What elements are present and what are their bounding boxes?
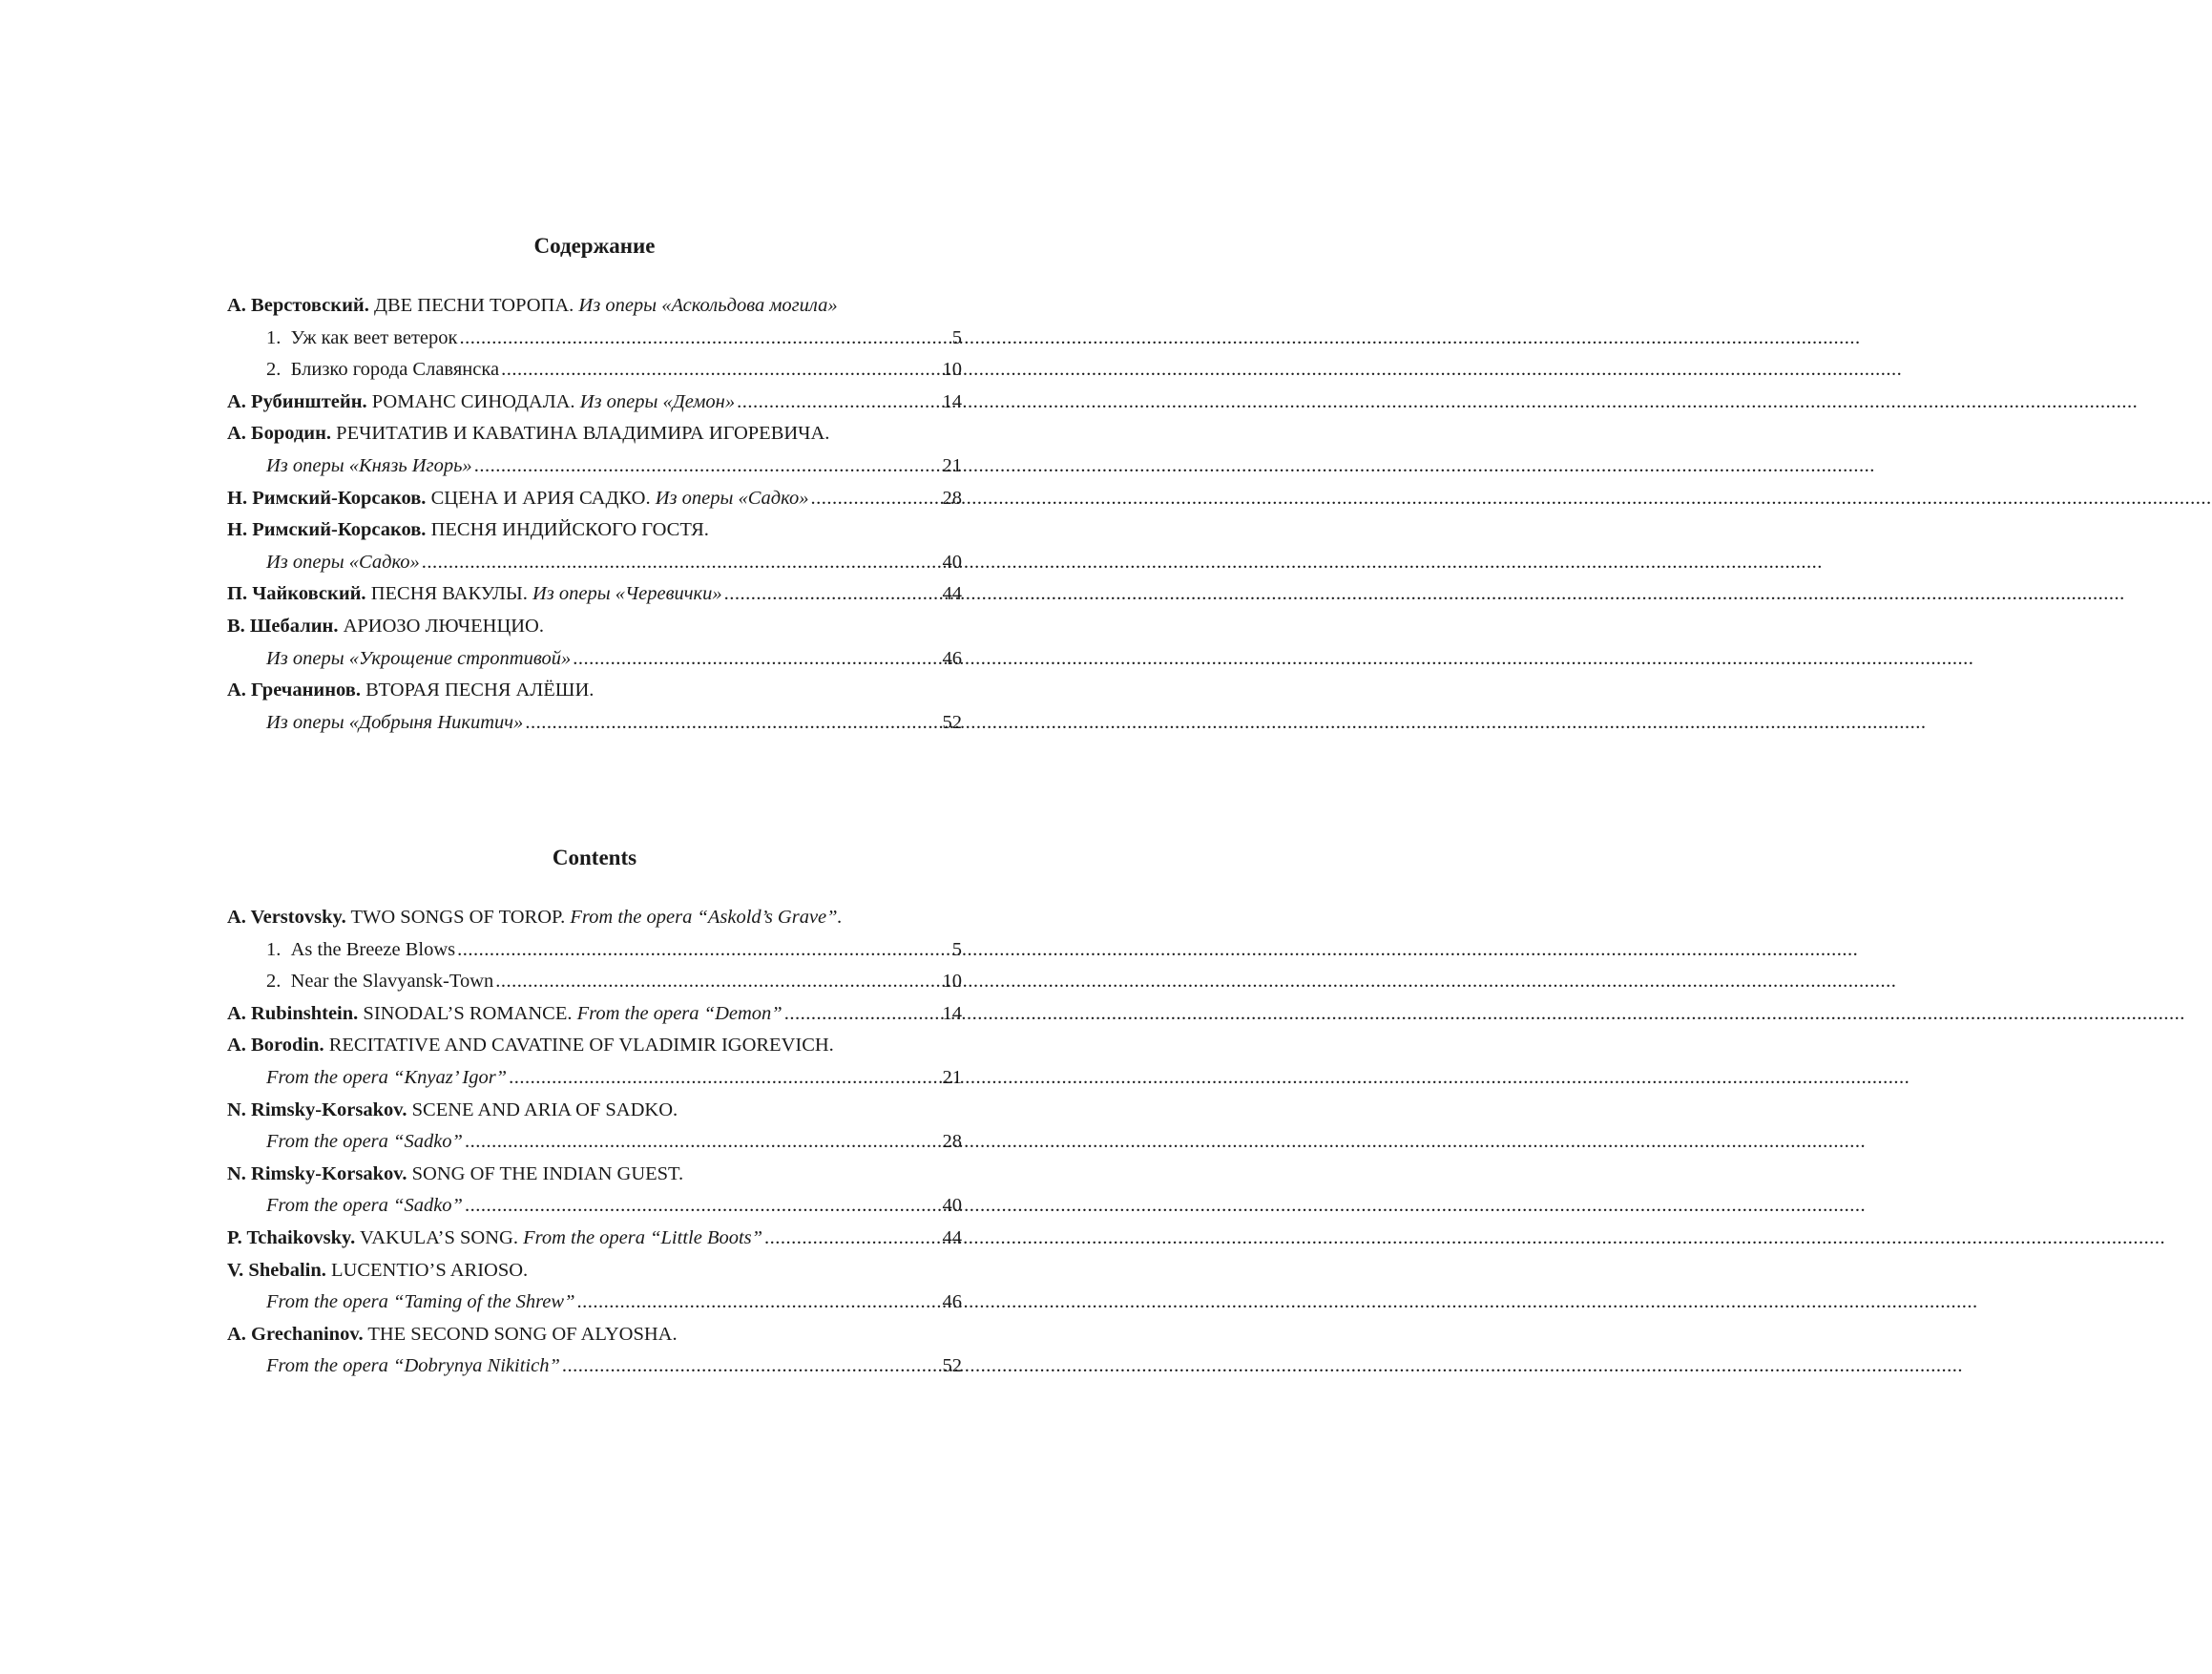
toc-entry-text	[266, 643, 571, 676]
toc-entry-title: As the Breeze Blows	[290, 938, 456, 960]
toc-entry-title: VAKULA’S SONG.	[355, 1226, 524, 1248]
toc-entry-title: ПЕСНЯ ИНДИЙСКОГО ГОСТЯ.	[426, 519, 709, 541]
toc-entry-leader	[422, 547, 941, 579]
toc-entry-page: 21	[942, 454, 962, 476]
toc-entry-text	[227, 1223, 762, 1255]
toc-entry-source: Из оперы «Демон»	[579, 390, 736, 412]
toc-entry[interactable]	[227, 418, 962, 450]
toc-entry-leader	[724, 578, 941, 611]
toc-entry-text	[266, 707, 523, 740]
toc-entry-leader	[562, 1350, 941, 1383]
toc-entry-page: 40	[942, 1195, 962, 1217]
toc-entry-composer: Н. Римский-Корсаков.	[227, 487, 427, 509]
toc-entry-text	[227, 998, 783, 1031]
toc-entry-composer: N. Rimsky-Korsakov.	[227, 1099, 407, 1120]
toc-entry-page: 52	[942, 711, 962, 733]
toc-entry-source: From the opera “Askold’s Grave”.	[570, 907, 843, 928]
toc-entry[interactable]	[227, 354, 962, 387]
toc-entry-composer: P. Tchaikovsky.	[227, 1226, 356, 1248]
toc-entry[interactable]	[227, 934, 962, 967]
toc-entry-title: SINODAL’S ROMANCE.	[358, 1002, 577, 1024]
toc-entry[interactable]	[227, 1030, 962, 1062]
toc-entry[interactable]	[227, 547, 962, 579]
toc-entry-composer: A. Grechaninov.	[227, 1323, 364, 1345]
toc-entry[interactable]	[227, 1062, 962, 1095]
toc-entry-source: Из оперы «Аскольдова могила»	[578, 295, 838, 316]
toc-entry-text	[266, 547, 420, 579]
toc-entry[interactable]	[227, 387, 962, 419]
toc-entry-leader	[509, 1062, 940, 1095]
toc-entry-number: 2.	[266, 359, 282, 381]
toc-entry-composer: N. Rimsky-Korsakov.	[227, 1162, 407, 1184]
toc-entry-text	[227, 1255, 528, 1287]
toc-entry-text	[227, 675, 594, 707]
toc-entry-source: Из оперы «Черевички»	[532, 583, 722, 605]
toc-entry-source: Из оперы «Добрыня Никитич»	[266, 711, 524, 733]
toc-entry[interactable]	[227, 483, 962, 515]
toc-entry[interactable]	[227, 1190, 962, 1223]
toc-entry[interactable]	[227, 1159, 962, 1191]
toc-heading-russian: Содержание	[533, 234, 656, 258]
toc-entry-number: 1.	[266, 326, 282, 348]
toc-entry-composer: Н. Римский-Корсаков.	[227, 519, 427, 541]
toc-entry-source: Из оперы «Князь Игорь»	[266, 454, 472, 476]
toc-entry-text	[266, 934, 455, 967]
toc-entry[interactable]	[227, 1126, 962, 1159]
toc-entry-source: Из оперы «Укрощение строптивой»	[266, 647, 572, 669]
toc-entry-text	[266, 1350, 560, 1383]
toc-entry-source: From the opera “Sadko”	[266, 1195, 463, 1217]
toc-entry-page: 14	[942, 390, 962, 412]
toc-entry-composer: А. Рубинштейн.	[227, 390, 367, 412]
toc-entry-leader	[459, 323, 949, 355]
toc-entry-title: РОМАНС СИНОДАЛА.	[366, 390, 580, 412]
toc-entry-page: 28	[942, 1131, 962, 1153]
toc-entry-text	[227, 578, 722, 611]
toc-entry-text	[266, 450, 472, 483]
toc-entry-source: Из оперы «Садко»	[655, 487, 809, 509]
toc-entry-title: SCENE AND ARIA OF SADKO.	[407, 1099, 678, 1120]
toc-entry-title: SONG OF THE INDIAN GUEST.	[407, 1162, 684, 1184]
toc-entry[interactable]	[227, 1319, 962, 1351]
toc-entry[interactable]	[227, 1095, 962, 1127]
toc-entry-page: 44	[942, 1226, 962, 1248]
toc-russian	[227, 233, 962, 739]
toc-entry-text	[266, 966, 493, 998]
toc-entry[interactable]	[227, 611, 962, 643]
toc-entry-text	[227, 902, 843, 934]
toc-entry-text	[266, 354, 499, 387]
toc-entry[interactable]	[227, 1223, 962, 1255]
toc-entry-leader	[576, 1287, 940, 1319]
toc-entry-number: 1.	[266, 938, 282, 960]
toc-entry-text	[266, 1287, 574, 1319]
toc-entry-page: 5	[951, 326, 962, 348]
toc-entry-leader	[525, 707, 940, 740]
toc-entry[interactable]	[227, 290, 962, 323]
toc-entry-text	[227, 387, 735, 419]
toc-entry-leader	[457, 934, 950, 967]
toc-entry-title: ВТОРАЯ ПЕСНЯ АЛЁШИ.	[360, 680, 595, 701]
toc-list-russian	[227, 290, 962, 739]
toc-entry-source: From the opera “Little Boots”	[523, 1226, 763, 1248]
toc-entry-title: АРИОЗО ЛЮЧЕНЦИО.	[338, 615, 544, 637]
toc-entry-title: Близко города Славянска	[290, 359, 500, 381]
toc-entry-leader	[501, 354, 940, 387]
toc-heading-english: Contents	[552, 846, 637, 869]
toc-entry[interactable]	[227, 323, 962, 355]
toc-entry-composer: A. Verstovsky.	[227, 907, 346, 928]
toc-entry-page: 44	[942, 583, 962, 605]
toc-entry[interactable]	[227, 998, 962, 1031]
toc-entry-title: Near the Slavyansk-Town	[290, 971, 494, 993]
toc-entry-text	[227, 290, 838, 323]
toc-entry-source: From the opera “Demon”	[576, 1002, 783, 1024]
toc-entry[interactable]	[227, 707, 962, 740]
toc-entry-leader	[737, 387, 940, 419]
toc-entry-text	[266, 323, 457, 355]
toc-entry[interactable]	[227, 675, 962, 707]
toc-entry-composer: А. Гречанинов.	[227, 680, 361, 701]
toc-entry[interactable]	[227, 514, 962, 547]
toc-entry-source: From the opera “Knyaz’ Igor”	[266, 1066, 508, 1088]
toc-entry[interactable]	[227, 966, 962, 998]
toc-entry-title: TWO SONGS OF TOROP.	[345, 907, 571, 928]
toc-entry[interactable]	[227, 1350, 962, 1383]
toc-entry-title: РЕЧИТАТИВ И КАВАТИНА ВЛАДИМИРА ИГОРЕВИЧА.	[331, 423, 830, 445]
toc-entry-composer: A. Borodin.	[227, 1035, 324, 1057]
toc-entry-page: 46	[942, 647, 962, 669]
toc-entry[interactable]	[227, 1287, 962, 1319]
toc-entry-text	[266, 1126, 463, 1159]
toc-entry-composer: V. Shebalin.	[227, 1259, 326, 1281]
toc-entry-source: From the opera “Sadko”	[266, 1131, 463, 1153]
toc-entry-title: ДВЕ ПЕСНИ ТОРОПА.	[368, 295, 579, 316]
toc-entry-page: 10	[942, 971, 962, 993]
toc-entry-composer: А. Бородин.	[227, 423, 332, 445]
toc-entry-text	[227, 1095, 678, 1127]
toc-entry[interactable]	[227, 450, 962, 483]
toc-entry-title: ПЕСНЯ ВАКУЛЫ.	[365, 583, 532, 605]
toc-entry-title: СЦЕНА И АРИЯ САДКО.	[426, 487, 656, 509]
toc-entry-source: From the opera “Dobrynya Nikitich”	[266, 1355, 560, 1377]
toc-entry-text	[227, 514, 709, 547]
toc-english	[227, 845, 962, 1383]
toc-entry-leader	[573, 643, 940, 676]
toc-entry-composer: A. Rubinshtein.	[227, 1002, 359, 1024]
toc-entry-text	[227, 418, 829, 450]
toc-entry-source: Из оперы «Садко»	[266, 551, 420, 573]
toc-entry-title: RECITATIVE AND CAVATINE OF VLADIMIR IGOREVICH.	[323, 1035, 834, 1057]
toc-entry-composer: В. Шебалин.	[227, 615, 339, 637]
toc-entry-leader	[474, 450, 941, 483]
toc-entry-page: 14	[942, 1002, 962, 1024]
toc-entry-leader	[495, 966, 940, 998]
toc-entry-leader	[465, 1126, 941, 1159]
toc-entry-text	[227, 1319, 678, 1351]
toc-entry-page: 10	[942, 359, 962, 381]
toc-entry-text	[266, 1062, 507, 1095]
toc-entry[interactable]	[227, 643, 962, 676]
toc-entry-text	[227, 1159, 683, 1191]
toc-entry-leader	[465, 1190, 941, 1223]
toc-entry-source: From the opera “Taming of the Shrew”	[266, 1291, 575, 1313]
toc-entry-leader	[810, 483, 940, 515]
toc-list-english	[227, 902, 962, 1383]
toc-entry-composer: А. Верстовский.	[227, 295, 369, 316]
toc-entry[interactable]	[227, 1255, 962, 1287]
toc-entry[interactable]	[227, 902, 962, 934]
toc-entry-page: 21	[942, 1066, 962, 1088]
toc-entry-page: 5	[951, 938, 962, 960]
toc-entry-leader	[764, 1223, 940, 1255]
toc-entry-page: 52	[942, 1355, 962, 1377]
toc-entry-title: THE SECOND SONG OF ALYOSHA.	[363, 1323, 678, 1345]
toc-entry-page: 28	[942, 487, 962, 509]
toc-entry-composer: П. Чайковский.	[227, 583, 366, 605]
toc-entry-page: 40	[942, 551, 962, 573]
toc-entry-number: 2.	[266, 971, 282, 993]
toc-entry-page: 46	[942, 1291, 962, 1313]
toc-entry-text	[266, 1190, 463, 1223]
toc-entry-title: LUCENTIO’S ARIOSO.	[325, 1259, 529, 1281]
toc-entry-text	[227, 1030, 834, 1062]
toc-entry-text	[227, 483, 808, 515]
toc-entry[interactable]	[227, 578, 962, 611]
toc-entry-leader	[784, 998, 941, 1031]
toc-entry-text	[227, 611, 544, 643]
toc-entry-title: Уж как веет ветерок	[290, 326, 458, 348]
